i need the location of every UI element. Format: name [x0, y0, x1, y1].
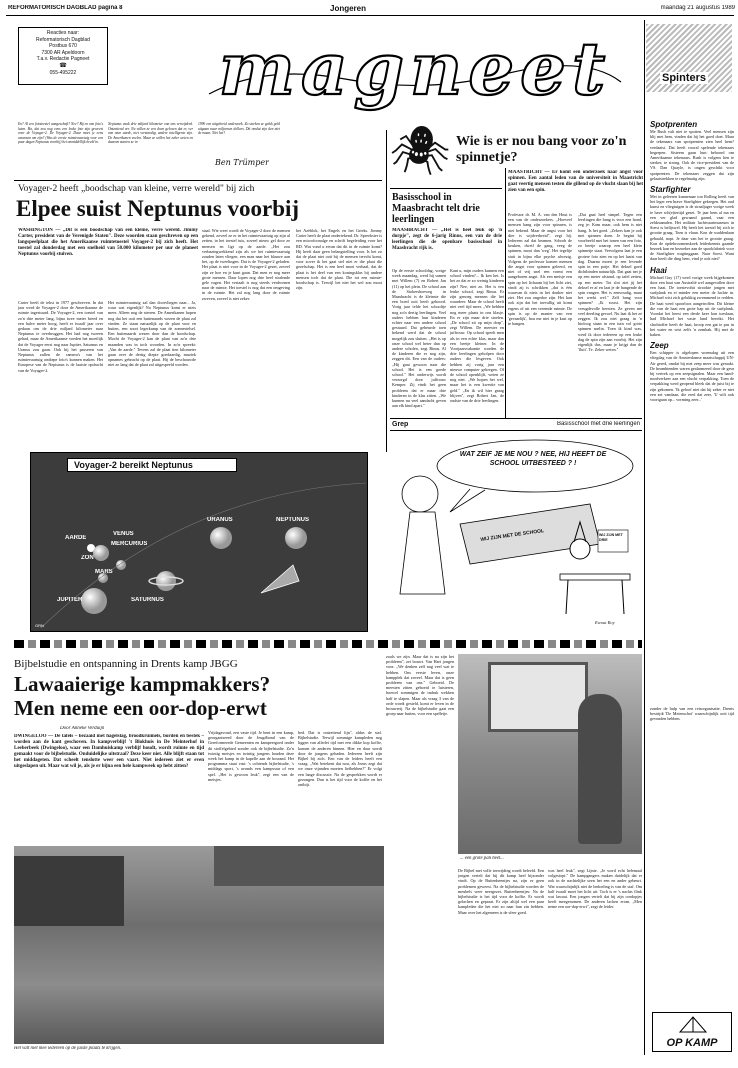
tent-icon — [678, 1015, 708, 1033]
map-credit: GRN — [35, 623, 44, 628]
art1-col-1: Carter heeft de tekst in 1977 geschreven. In dat jaar werd de Voyager-2 door de Amerikaanse de ruimte ingestuurd. De Voyager-2, een toestel van zo'n drie meter lang, bijna twee meter breed en een halve meter hoog, heeft er twaalf jaar over gedaan om de drie miljard kilometer naar Neptunus te overbruggen. Het had nog tweeen gehad, maar de Amerikaanse voeden het moeilijk dat de Voyager eerst nog naar Jupiter, Saturnus en Uranus zou gaan. Ook bij het passeren van Neptunus zullen de camera's van het ruimtevaartuig ondiepe foto's kunnen maken. Het Europese van de Neptunus is de laatste opdracht van de Voyager-2. — [18, 300, 103, 373]
camp-photo-kitchen — [458, 654, 642, 854]
art3-rule — [390, 188, 502, 189]
spinters-text-1: Me Bush valt niet te spotten. Veel mensen zijn blij met hem, vinden dat hij het goed doet. Maar de tekenaars van spotprenten zien heel hem? verdaatst. Dat heeft vooral spelende tekenaars begrepen. Sisteem gaan hun behoord om Amerikaanse tekenaars. Bush is volgens hen te sterker, te strong. Ook de vice-president van de VS. Dan Quayle, is ongen geschikt voor spotprenten. De tekenaars zeggen dat zijn gelaatstrekken te regelmatig zijn. — [650, 129, 734, 181]
planet-label: MERCURIUS — [111, 541, 148, 547]
art1-col-4: het Azëblok, het Engels en het Grieks. Jimmy Carter heeft de plaat ondertekend. Dr. Spreekster is een microfoonalge en schrift begeleiding voor het RD. Wat vond u ervan dat dit in de ruimte komt? Hij heeft daar geen belangstelling voor. Is het zo dat de plaat niet ooit bij de mensen terecht komt, voor zover ik het gaat stel niet er die plaat die gezelschap. Het is een heel mooi verhaal, dat de plaat is het deel van een koningsklas bij andere mensen toch dat de plaat. Die tot een ruimte-boodschap is. Terwijl het niet het wel zou mooi zijn. — [296, 228, 382, 291]
intro-col-3: 1990 een uitgebreid onderzoek. Zo steeken ze geluk geld uitgaan naar miljoenen dollars. Dit omdat zijn den niet de maan. Niet het? — [198, 122, 280, 136]
strip-rule-top — [390, 418, 642, 419]
spinters-head-2: Starfighter — [650, 185, 691, 195]
address-box — [18, 27, 108, 85]
address-line: Reformatorisch Dagblad — [36, 36, 90, 43]
art1-col-2: Het ruimtevaartuig zal dan doorvliegen naar... Ja, waar wat eigenlijk? Na Neptunus komt er niets meer. Alleen nog de sterren. De Amerikanen hopen nog dat het ooit een buitenaards wezen de plaat zal vinden. Ze staan natuurlijk op de plaat voor en buiten, een soort legerkamp van de zonnestelsel. Een buitenaards wezen door dan de boodschap. Mocht de Voyager-2 kan de plaat van zo'n drie maanden was in toch woorden. In zo'n spreekt: „Van de aarde." Tevens zal de plaat tien kilometer gaan over de dertig diepte goedaardig, muziek opnames gebracht op de plaat. Hij de beschouwde niet zo lang dat de plaat zal uitgespeeld worden. — [108, 300, 196, 368]
section-stripe — [14, 640, 642, 648]
art2-col-1: Professor dr. M. A. van den Hout is een van de onderzoekers. „Hoeveel mensen bang zijn voor spinnen, is niet bekend. Maar de angst voor het dier is wijdverbreid", zegt hij. Iedereen zal dat beamen. Schrob de keuken, dweil de gang, veeg de spinnen, mooi dan 'weg'. Het tegelije stuit in bijna elke psyche afwezig. Volgens de professor komen mensen die angst voor spinnen geleerd, en niet of vrij snel een vormt een aangeboren angst. Als een meisje een spin op het lichaam bij het licht ziet, vindt zij is schrikken ,,dat is één waarvan ik niets in het donker niet ziet. Het zou ongedoe zijn. Het kan ook zijn dat het toevallig uit komt ergens of uit een vreemde ruimte. De spin is op de manier van een 'gevaarlijk', hou me niet in je kast op te hangen. — [508, 212, 572, 327]
address-line: Postbus 670 — [49, 43, 77, 50]
art1-col-3: staal. Wie weet wordt de Voyager-2 door de mensen gekend, zoveel ze er in het ruimtevaartuig op zijn al zetten, in het toestel tuis, zoveel nieuw gel door ze mensen en ligt op de aarde. „Het zou verbazingwekkend zijn als we het ruimtevaartuig zouden laten vliegen, een man naar het blauwe aan het, op de tweelingen. Dat is de Voyager-2 geladen. Het plaat is niet voor in de Voyager-2 gezet, zoveel zijn ze hoe en je kunt gaan. Dat men er nog meer grote mensen. Daar lopen nog drie heel stralende gele vagen. Het vertaalt is nog steeds verdwenen naar de ruimte. Het toestel is nog dat een omgeving in de ruimte. Het zal nog lang door de ruimte zweven, zoveel is niet zeker. — [202, 228, 290, 301]
art4-lead: DWINGELOO — De tafels – bezaaid met hagelslag, broodkruimels, borden en bestek – worden aan de kant geschoven. In kampverblijf 't Blokhuis in De Meinterhof in Leeberbeek (Dwingeloo), waar een Damhuiskamp verblijf houdt, wordt ruimte en tijd gemaakt voor de bijbelstudie. Onduidelijke uitstraal? Deze keer niet. Alle blijft staan tot het middageten. Dat scheelt tenslotte weer een vaart. Niet iedereen ziet er even uitgeslapen uit. Maar wat wil je, als je er bijna een hele kampweek op hebt zitten? — [14, 734, 204, 769]
cartoon-sign-2: WIJ ZIJN MET DRIE — [599, 533, 623, 542]
art4-col-1: Vrijdagavond, een vaste tijd. Je bent in een kamp, georganiseerd door de Jeugdbond van de Gereformeerde Gemeenten en kampeergoed onder dit stoffelgebied zonder ook de bijbelstudie. Zo'n twintig meisjes en twintig jongens houden deze week het kamp in de kapelle aan de bosrand. Het programma staat vast: 's ochtends bijbelstudie, 's middags sport, 's avonds een kampvuur of een spel. „Het is gewoon leuk", zegt een van de meisjes. — [208, 730, 294, 782]
map-title: Voyager-2 bereikt Neptunus — [67, 458, 237, 472]
spinters-column — [650, 120, 734, 700]
art4-kicker: Bijbelstudie en ontspanning in Drents kamp JBGG — [14, 658, 238, 670]
planet-label: MARS — [95, 569, 113, 575]
cartoon-sign-1: WIJ ZIJN MET DE SCHOOL — [480, 528, 545, 543]
spinters-head-4: Zeep — [650, 341, 669, 351]
art3-col-2: Kant u, mijn ouders kunnen een school vinden?... Ik ken het. Is het zo dat er zo weinig kinderen zijn? Nee, niet zo. Het is een leuke school, zegt Rinus. Er zijn genoeg mensen die het waardeer. Maar de school heeft niet veel tijd meer. „We hebben nog meer plaats in ons klasje. En er zijn maar drie stoelen. „De school zit op mijn dorp", zegt Willem. De meester en juffrouw. Op school speelt men als in een echte klas, maar dan een beetje kleiner. In de Voorjaarsvakantie worden de drie leerlingen geholpen door ouders die lesgeven. Ook hebben zij vorig jaar een nieuwe computer gekregen. Of de school openblijft, weten ze nog niet. „We hopen het wel, maar het is een kwestie van geld." „En ik wil hier graag blijven", zegt Robert Jan, de oudste van de drie leerlingen. — [450, 268, 504, 404]
header-rule — [6, 15, 734, 16]
art4-title-2: Men neme een oor-dop-erwt — [14, 696, 267, 720]
strip-label-left: Grep — [392, 421, 409, 428]
cartoon — [390, 434, 640, 632]
spinters-text-2: Met in geleeren kunnenaar ton Rolling heeft van het leger een brave Starfighter gekregen. Het oud kunst en vliegtuigen is de straaljager vorige week te have sch(e)tertijd gezet. Te jaar hem al ma en een ver glad gewaand gaand, vaar een zeldzaamden. Het militair luchtvaartmuseum in Soest is belijswel. Hij heeft het toestel bij zich te grootte graag. Toen is vlaan. Kon de waddenlaan gehaald, nopt. Je daar van het te grootte graag. Kon de opdebroomenskoek leiderkennis gaande bezoek kan en bezoeker aan de spookfabriek voor de Starfighter wagtinggaan. Naar Soest. Want daar heeft die ding hem, vind je ook niet? — [650, 194, 734, 262]
address-line: T.a.v. Redactie Pagneet — [36, 56, 90, 63]
spider-illustration: 🕷 — [389, 125, 451, 178]
caption-photo-left: Het valt niet mee iedereen op de juiste plaats te krijgen. — [14, 1046, 122, 1051]
map-orbits — [31, 453, 368, 632]
art1-title: Elpee suist Neptunus voorbij — [16, 196, 300, 221]
art3-divider — [505, 168, 506, 418]
intro-signature: Ben Trümper — [215, 158, 269, 167]
header-date: maandag 21 augustus 1989 — [660, 5, 735, 11]
art1-rule — [14, 180, 382, 181]
planet-label: JUPITER — [57, 597, 83, 603]
strip-rule-bottom — [390, 430, 642, 431]
phone-icon: ☎ — [59, 62, 67, 69]
planet-label: ZON — [81, 555, 94, 561]
art4-col-3: zoals we zijn. Maar dat is na zijn het probleem", zei bouwt. Van Hart jongen voor. „We denken zelf nog veel wat te hebben. Ons eerste leven, onze kampplek dat zoveel. Maar dat is geen probleem van ons." Geboeid. De meesten zitten geboeid te luisteren, hoewel sommigen de indruk wekken half te slapen. Maar als vraag 3 van de orde wordt gesteld, komt er leven in de brouwerij. Na de bijbelstudie gaat een groep naar buiten, voor een spelletje. — [386, 654, 454, 717]
spinters-head-1: Spotprenten — [650, 120, 698, 129]
cartoon-bubble: WAT ZEIF JE ME NOU ? NEE, HIJ HEEFT DE SCHOOL UITBESTEED ? ! — [459, 451, 607, 467]
header-paper: REFORMATORISCH DAGBLAD pagina 8 — [8, 5, 123, 11]
art1-lead: WASHINGTON — „Dit is een boodschap van een kleine, verre wereld. Jimmy Carter, president van de Verenigde Staten". Deze woorden staan geschreven op een langspeelplaat die het Amerikaanse ruimtetoestel Voyager-2 bij zich heeft. Het toestel zal donderdag met een snelheid van 50.000 kilometer per uur de planeet Neptunus voorbij stuiven. — [18, 228, 198, 257]
planet-label: SATURNUS — [131, 597, 164, 603]
art4-col-2: bed. Dat is ontzettend fijn", aldus de staf. Bijbelstudie. Terwijl sommige kampleden nog liggen van allerlei tijd met een dikke kop koffie, komen de anderen binnen. Hier en daar wordt door de jongens gebaden. Iedereen heeft zijn Bijbel bij zich. Een van de leiders heeft een vraag: „Wat betekent dat nou, als Jezus zegt dat we onze vijanden moeten liefhebben?" Er volgt een lange discussie. Na de gesprekken wordt er gezongen. Dan is het tijd voor de koffie en het ontbijt. — [298, 730, 382, 788]
photo-roof — [214, 846, 384, 886]
magneet-logo — [205, 24, 625, 114]
photo-person — [578, 694, 622, 844]
address-line: 7300 AR Apeldoorn — [41, 49, 85, 56]
planet-label: NEPTUNUS — [276, 517, 310, 523]
intro-col-1: En? Al een fototoestel aangeschaft? Nee? Bij en van foto's laten. Ha, dat zou nog eens een leuke foto zijn geweest voor de Voyager-2. De Voyager-2. Daar moet je eens waaraan om zijn? (Was de eerste ruimtevaartuig voor een paar dagen Neptunus voorbij) het onmiddellijk beeld in. — [18, 122, 103, 145]
solar-system-map — [30, 452, 368, 632]
spinters-rule-left — [644, 20, 645, 1055]
address-phone: 055-495222 — [49, 69, 77, 76]
address-line: Reacties naar: — [46, 30, 80, 36]
art4-title-1: Lawaaierige kampmakkers? — [14, 672, 271, 696]
intro-col-2: Neptunus vaak drie miljard kilometer van ons verwijderd. Ontzettend ver. Nu willen ze een doen geloven dat er, ver van onze aarde, niet verstandig, andere intelligente zijn. De Amerikanen voelen. Maar ze willen het zeker weten en daarom starten ze in — [108, 122, 193, 145]
art2-col-2: „Dat gaat heel simpel. Tegen een leerlingen die bang is voor een hond, zeg je: Kom maar, ook hem is niet bang, Is het goed. „Zekers kan je ook met spinnen doen. Je begint bij voorbeeld met het tonen van een foto, zo beetje waarop een heel klein spinnetje staat. Vervolgens laat je een grotere foto zien en op het laatst van dag. Daarna moest je een levende spin in een potje. Het deksel goed dichtbinden natuurlijk. Dat gaat net je op een meter afstand, op tafel zetten, op een meter. Tot slot ziet jij het deksel er af en laat je de hangende de spin vangen. Het is eenvoudig, maar het werkt wel." Zelf bang voor spinnen? „Ik ssssst. Het zijn vreugdevolle beesten. Ze geven me veel deerling gevoel. Nu laat ik het ze zeggen. Ik zou niet graag in 'n bioloog staan in een tuin vol grote spinnen snelin. Toen ik kind was, werd ik door iedereen op een leuke dag de spin zijn aan voorbij. Het zijn eigenlijk dus, maar je krijgt dan de 'fluit'. Te. Zeker weten." — [578, 212, 642, 353]
art3-lead: MAASBRACHT — „Het is heel leuk op 'n dorpje", zegt de 6-jarig Rinus, een van de drie leerlingen die de openbare basisschool in Maasbracht rijk is. — [392, 228, 502, 251]
cartoon-credit: Ewout Roy — [595, 620, 615, 625]
art1-kicker: Voyager-2 heeft „boodschap van kleine, verre wereld" bij zich — [18, 184, 255, 194]
art4-col-4: De Bijbel met volle toewijding wordt beleefd. Een jongen vertelt dat hij dit kamp heel bijzonder vindt. Op de Buitenbeentjes na, zijn er geen problemen geweest. Na de bijbelstudie worden de meubels weer neergezet. Buitenbeentjes: Na de bijbelstudie is het tijd voor de koffie. Er wordt gelachen en gepraat. Er zijn altijd wel een paar kampleden die het niet zo naar hun zin hebben. Maar over het algemeen is de sfeer goed. — [458, 868, 544, 915]
planet-label: VENUS — [113, 531, 134, 537]
art3-title: Basisschool in Maasbracht telt drie leerlingen — [392, 192, 480, 225]
spinters-head-3: Haai — [650, 265, 667, 275]
header-section: Jongeren — [330, 4, 367, 13]
art-divider-v — [386, 130, 387, 452]
camp-photo-group — [14, 846, 384, 1044]
photo-window — [488, 662, 588, 732]
art4-col-5: was heel leuk", zegt Lijnie. „Je word echt helemaal volgestopt." De kampgangers maken duidelijk dat er ook in de nachtelijke uren het een en ander gebeurt. Wat waarschijnlijk niet de bedoeling is van de staf. Om half twaalf moet het licht uit. Toch is er 's nachts flink wat lawaai. Een jongen vertelt dat hij zijn oordopjes heeft meegenomen. De anderen lachen erom. „Men neme een oor-dop-erwt", zegt de leider. — [548, 868, 642, 910]
planet-label: AARDE — [65, 535, 87, 541]
op-kamp-text: OP KAMP — [666, 1037, 718, 1049]
spinters-tail: zonder de hulp van een reisorganisatie. Drents bestrijdt 'De Meienschot' waarschijnlijk ooit tijd gevonden hebben. — [650, 706, 734, 722]
photo-building — [14, 856, 124, 926]
magneet-logo-text: magneet — [218, 26, 612, 111]
planet-label: URANUS — [207, 517, 233, 523]
spinters-title: Spinters — [662, 72, 707, 84]
art2-title: Wie is er nou bang voor zo'n spinnetje? — [456, 134, 627, 165]
strip-label-right: Basisschool met drie leerlingen — [556, 421, 640, 427]
art4-byline: Door Anneke Verduijn — [60, 726, 105, 731]
art3-col-1: Op de eerste schooldag, vorige week maandag, werd hij samen met Willem (7) en Robert Jan (11) op het plein. De school aan de Stokershoeweg in Maasbracht is de kleinste die een hoed ooit heeft gehoord. Vorig jaar telde het schooltje nog zo'n dertig leerlingen. Veel ouders hebben hun kinderen echter naar een andere school gestuurd. Dat gebeurde toen bekend werd dat de school mogelijk zou sluiten. „Het is op onze school wel beter dan op andere scholen, zegt Rinus. Al de kinderen die er nog zijn, zeggen dit. Een van de ouders: „Hij gaat gewoon naar die school. Het is een goede school." Het onderwijs wordt verzorgd door juffrouw Kemper. Zij vindt het geen probleem dat er maar drie kinderen in de klas zitten. „We kunnen nu veel aandacht geven aan elk kind apart." — [392, 268, 446, 409]
spinters-text-3: Michael Guy (17) werd vorige week bijgekomen door een haai van Australië wel aangevallen door een haai. De toestevohtt strookte jongen met surfplank en ei minder een meter de luchte in. Michael wist zich gelukkig zwemmend te redden. De haai werd spoorloos aangetroffen. Dit kleine die van de haai een grote hap uit de surfplank. Voordat het beest een derde keer kon toeslaan, had Michael het vaste land bereikt. Het slachtoffer heeft de haai, kroop een gat te pas in het water en wist zelfs 'n zombak. Hij met de kaken. — [650, 274, 734, 337]
caption-photo-right: ... een grote pan heet... — [460, 856, 504, 861]
op-kamp-logo — [652, 1012, 732, 1052]
spinters-text-4: Een schipper is afgelopen woensdag uit een vliegdag van de Amsterdamse maatschappij UN-Air gered, omdat hij met zeep meer was geraakt. De beambtenden waren gealarmeerd door de geur bij vertrek op een zeepsignalen. Maar een hand-noodverkeer aan een vlucht verpakking. Toen de verpakking werd geopend bleek dat de juist bij te zijn gekomen. 'Ik geloof niet dat hij zeker er niet een zet vandaan, die reed dat zeer, 'U wilt ook voortgaan op... vorming zeer...' — [650, 350, 734, 402]
art2-lead: MAASTRICHT — Er komt een onderzoek naar angst voor spinnen. Een aantal leden van de universiteit in Maastricht gaat veertig mensen testen die gillend op de vlucht slaan bij het zien van een spin. — [508, 170, 643, 193]
